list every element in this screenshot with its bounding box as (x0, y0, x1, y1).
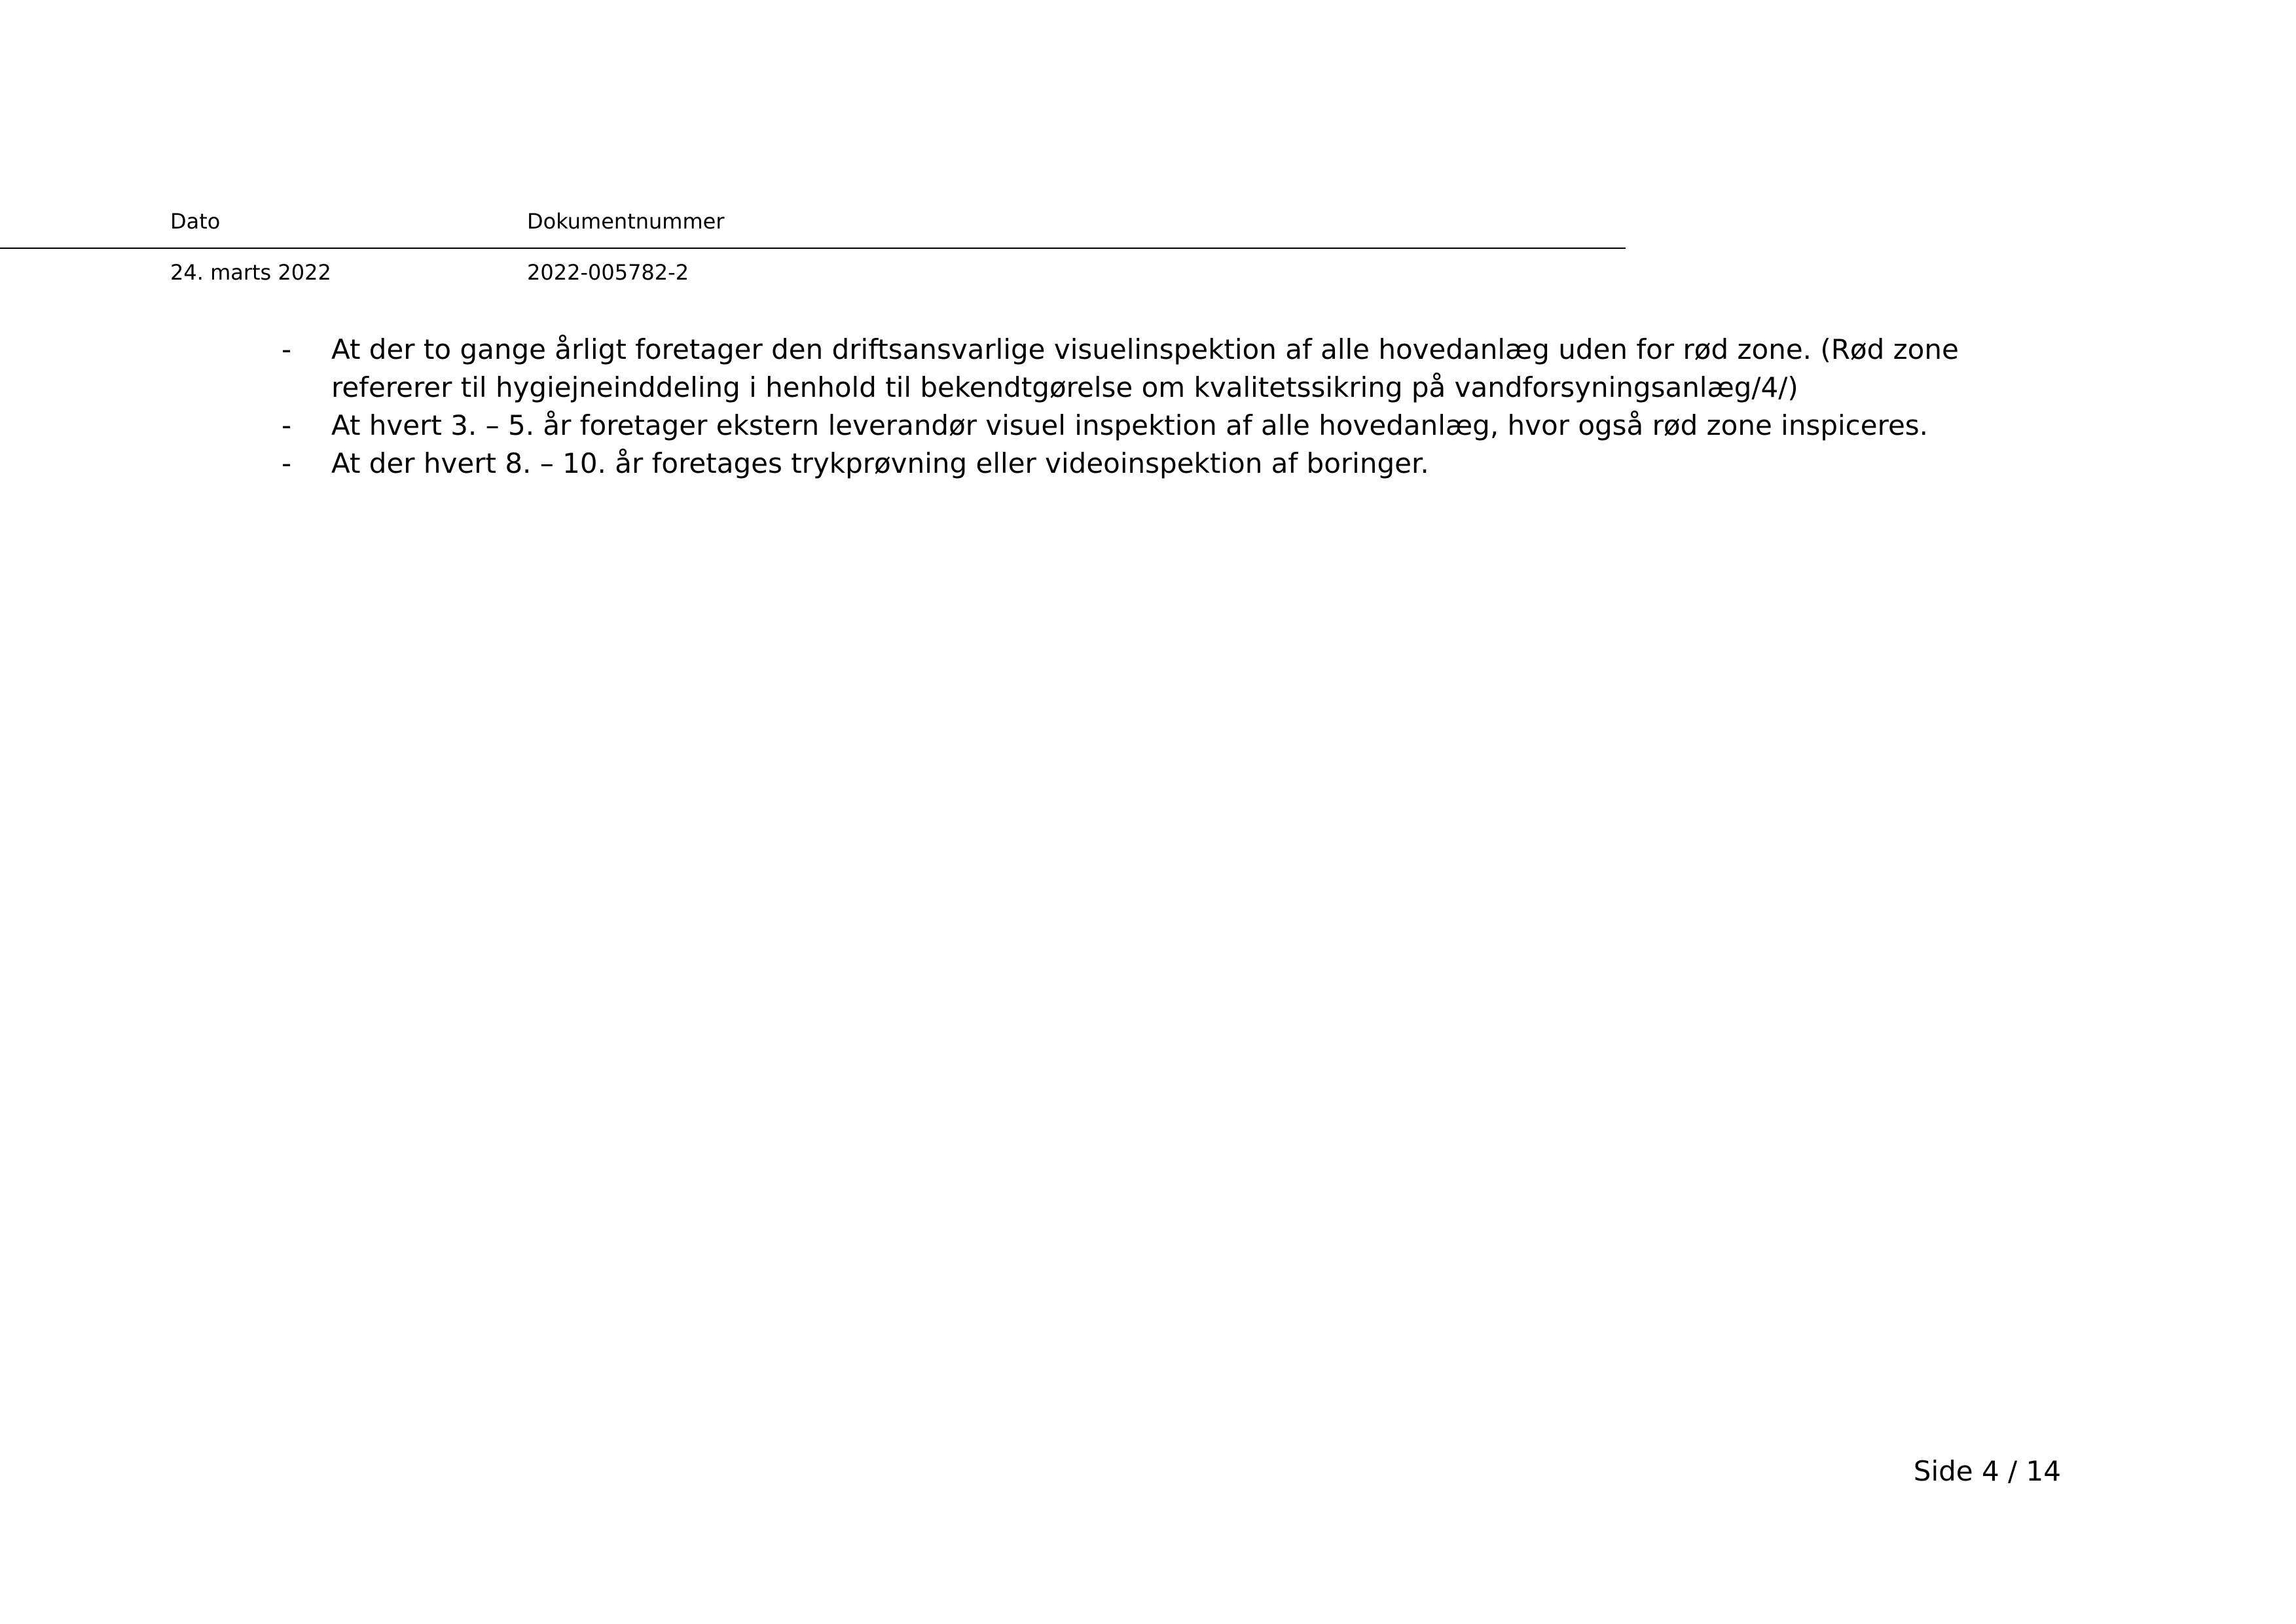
doc-number-label: Dokumentnummer (527, 209, 725, 234)
list-item (282, 331, 1984, 407)
inspection-list (282, 331, 1984, 483)
list-item-text: At der hvert 8. – 10. år foretages trykprøvning eller videoinspektion af boringer. (331, 447, 1429, 479)
list-item (282, 407, 1984, 445)
page-number: Side 4 / 14 (1913, 1455, 2061, 1487)
doc-number-value: 2022-005782-2 (527, 260, 689, 285)
list-item (282, 445, 1984, 483)
header-divider (0, 248, 1626, 249)
list-item-text: At hvert 3. – 5. år foretager ekstern leverandør visuel inspektion af alle hovedanlæg, hvor også rød zone inspiceres. (331, 409, 1929, 441)
bullet-marker: - (282, 409, 292, 441)
date-label: Dato (170, 209, 221, 234)
bullet-marker: - (282, 447, 292, 479)
bullet-marker: - (282, 333, 292, 365)
list-item-text: At der to gange årligt foretager den driftsansvarlige visuelinspektion af alle hovedanlæg uden for rød zone. (Rød zone refererer til hygiejneinddeling i henhold til bekendtgørelse om kvalitetssikring på vandforsyningsanlæg/4/) (331, 333, 1959, 403)
date-value: 24. marts 2022 (170, 260, 331, 285)
